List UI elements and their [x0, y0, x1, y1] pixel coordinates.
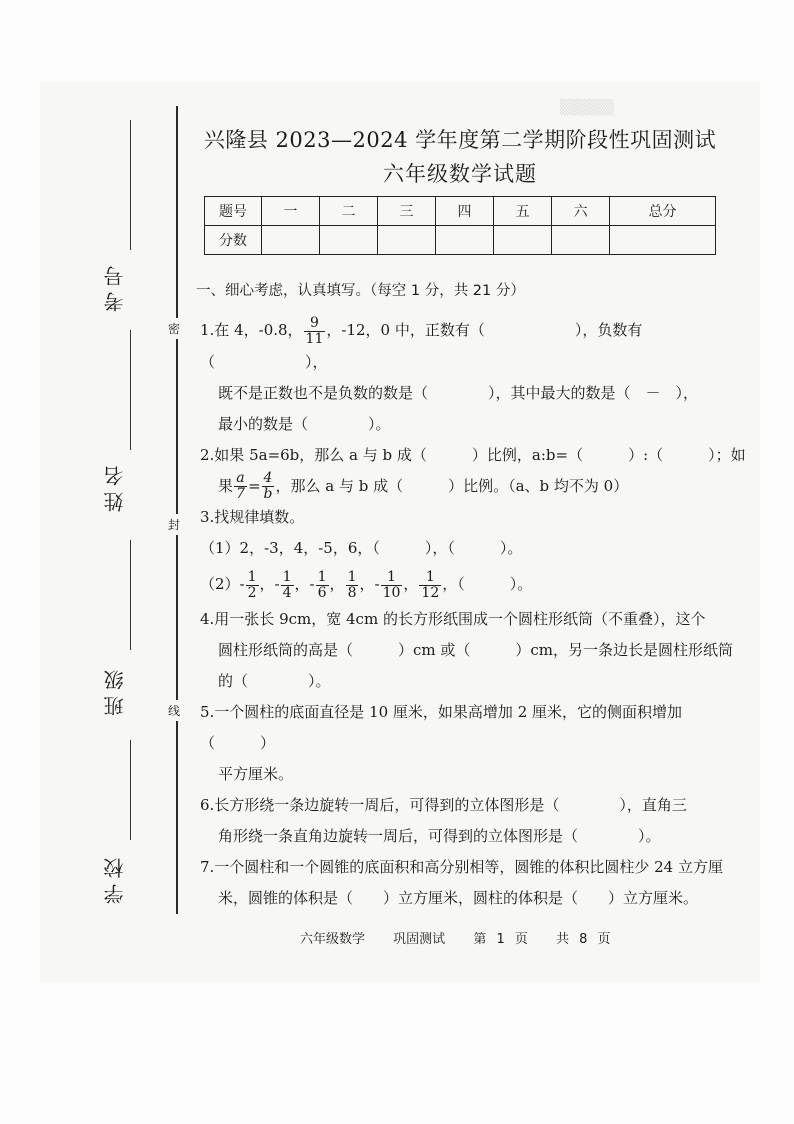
score-cell[interactable]	[320, 226, 378, 255]
score-header-cell: 二	[320, 197, 378, 226]
fraction: $\frac{1}{12}$	[421, 568, 440, 601]
seal-xian: 线	[168, 700, 180, 721]
school-label: 学校	[103, 852, 127, 904]
question-1: 1.在 4，-0.8， $\frac{9}{11}$ ，-12，0 中，正数有（ ），负数有（ ）， 既不是正数也不是负数的数是（ ），其中最大的数是（ － ）， 最小的数是（ ）。	[200, 314, 699, 433]
score-header-cell: 五	[494, 197, 552, 226]
question-3: 3.找规律填数。 （1）2，-3，4，-5，6，（ ），（ ）。 （2）- $\frac{1}{2}$ ，- $\frac{1}{4}$ ，- $\frac{1}{6}$ ， $\frac{1}{8}$ ，- $\frac{1}{10}$ ， $\frac{1}{12}$ ，（ ）。	[200, 508, 533, 601]
question-5: 5.一个圆柱的底面直径是 10 厘米，如果高增加 2 厘米，它的侧面积增加（ ） 平方厘米。	[200, 703, 683, 783]
score-cell[interactable]	[494, 226, 552, 255]
footer-test: 巩固测试	[393, 932, 446, 947]
fraction: $\frac{a}{7}$	[236, 470, 245, 502]
exam-subtitle: 六年级数学试题	[383, 162, 537, 186]
fraction: $\frac{4}{b}$	[263, 470, 273, 502]
score-cell[interactable]	[378, 226, 436, 255]
seal-mi: 密	[168, 318, 180, 339]
score-header-cell: 四	[436, 197, 494, 226]
score-table	[204, 196, 716, 255]
footer-page: 第 1 页	[473, 932, 528, 947]
score-cell[interactable]	[436, 226, 494, 255]
exam-number-field[interactable]	[100, 120, 140, 320]
fraction: $\frac{1}{4}$	[282, 568, 292, 601]
fraction: $\frac{9}{11}$	[305, 314, 324, 347]
class-label: 班级	[103, 664, 127, 716]
exam-number-label: 考号	[103, 260, 127, 312]
question-4: 4.用一张长 9cm，宽 4cm 的长方形纸围成一个圆柱形纸筒（不重叠），这个 圆柱形纸筒的高是（ ）cm 或（ ）cm，另一条边长是圆柱形纸筒 的（ ）。	[200, 610, 734, 690]
section-heading: 一、细心考虑，认真填写。（每空 1 分，共 21 分）	[196, 283, 525, 299]
bleed-through: ▒▒▒▒▒	[560, 100, 614, 116]
score-cell[interactable]	[610, 226, 716, 255]
score-header-cell: 总分	[610, 197, 716, 226]
score-row-label: 分数	[205, 226, 262, 255]
score-cell[interactable]	[262, 226, 320, 255]
question-2: 2.如果 5a=6b，那么 a 与 b 成（ ）比例，a:b=（ ）:（ ）；如 果 $\frac{a}{7}$ = $\frac{4}{b}$ ，那么 a 与 b 成（ ）比例。（a、b 均不为 0）	[200, 445, 746, 502]
score-header-cell: 六	[552, 197, 610, 226]
footer-subject: 六年级数学	[300, 932, 366, 947]
name-field[interactable]	[100, 330, 140, 520]
score-header-cell: 一	[262, 197, 320, 226]
score-table-header-row	[205, 197, 716, 226]
name-label: 姓名	[103, 460, 127, 512]
fraction: $\frac{1}{2}$	[247, 568, 257, 601]
exam-title: 兴隆县 2023—2024 学年度第二学期阶段性巩固测试	[203, 128, 717, 152]
seal-feng: 封	[168, 514, 180, 535]
score-cell[interactable]	[552, 226, 610, 255]
question-6: 6.长方形绕一条边旋转一周后，可得到的立体图形是（ ），直角三 角形绕一条直角边旋转一周后，可得到的立体图形是（ ）。	[200, 796, 687, 845]
binding-line	[176, 106, 178, 914]
fraction: $\frac{1}{6}$	[317, 568, 327, 601]
score-header-cell: 题号	[205, 197, 262, 226]
score-header-cell: 三	[378, 197, 436, 226]
question-area	[196, 276, 746, 914]
score-table-score-row	[205, 226, 716, 255]
footer-total: 共 8 页	[556, 932, 611, 947]
school-field[interactable]	[100, 740, 140, 910]
class-field[interactable]	[100, 540, 140, 720]
fraction: $\frac{1}{10}$	[382, 568, 401, 601]
fraction: $\frac{1}{8}$	[347, 568, 357, 601]
question-7: 7.一个圆柱和一个圆锥的底面积和高分别相等，圆锥的体积比圆柱少 24 立方厘 米，圆锥的体积是（ ）立方厘米，圆柱的体积是（ ）立方厘米。	[200, 858, 723, 907]
page-footer	[300, 928, 660, 947]
